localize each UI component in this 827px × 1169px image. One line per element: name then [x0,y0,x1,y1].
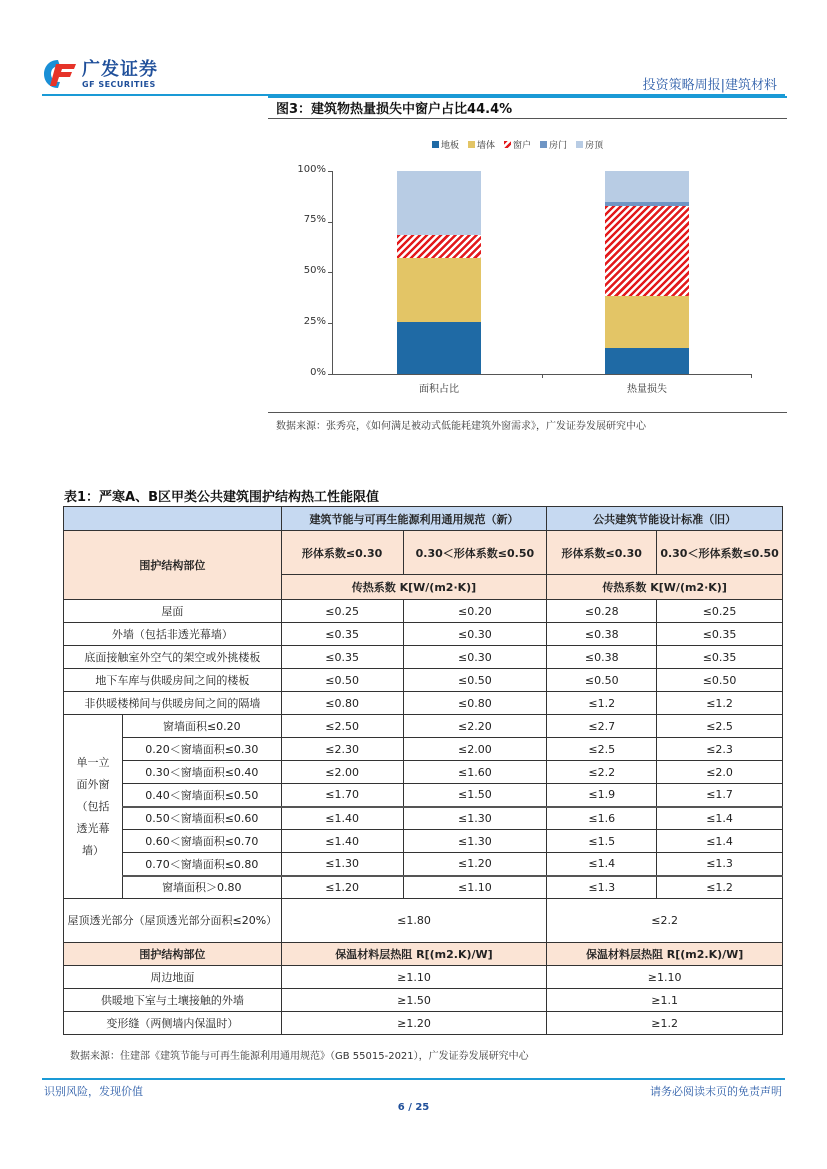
table-row [64,784,783,807]
header-shape-col: 0.30＜形体系数≤0.50 [657,531,783,575]
k-value: ≤2.00 [403,738,547,761]
legend-item-roof: 房顶 [576,138,603,151]
k-value: ≤1.2 [657,876,783,899]
y-tick-mark [328,171,332,172]
r-header-new: 保温材料层热阻 R[(m2.K)/W] [281,943,547,966]
header-shape-col: 形体系数≤0.30 [547,531,657,575]
header-blank-cell [64,507,282,531]
k-value: ≤1.4 [657,830,783,853]
k-value: ≤1.40 [281,807,403,830]
k-value: ≤2.00 [281,761,403,784]
row-label: 0.40＜窗墙面积≤0.50 [122,784,281,807]
k-value: ≤1.20 [281,876,403,899]
k-value: ≤1.60 [403,761,547,784]
bar-segment [397,235,481,258]
logo-en-text: GF SECURITIES [82,79,156,89]
table-row [64,669,783,692]
skylight-label: 屋顶透光部分（屋顶透光部分面积≤20%） [64,899,282,943]
row-label: 变形缝（两侧墙内保温时） [64,1012,282,1035]
r-header-old: 保温材料层热阻 R[(m2.K)/W] [547,943,783,966]
k-value: ≤1.4 [547,853,657,876]
row-label: 窗墙面积＞0.80 [122,876,281,899]
skylight-old: ≤2.2 [547,899,783,943]
row-label: 供暖地下室与土壤接触的外墙 [64,989,282,1012]
table-row [64,853,783,876]
k-value: ≤2.7 [547,715,657,738]
bar-segment [605,206,689,297]
table-row [64,646,783,669]
x-tick-mark [542,374,543,378]
table-row [64,761,783,784]
k-value: ≤1.10 [403,876,547,899]
k-value: ≤1.3 [547,876,657,899]
y-tick-label: 25% [303,316,326,327]
y-axis [332,171,333,374]
footer-slogan: 识别风险，发现价值 [44,1085,143,1098]
k-value: ≤1.5 [547,830,657,853]
row-label: 0.20＜窗墙面积≤0.30 [122,738,281,761]
table-row [64,830,783,853]
k-value: ≤0.50 [403,669,547,692]
k-value: ≤2.5 [547,738,657,761]
y-tick-mark [328,374,332,375]
r-value: ≥1.10 [281,966,547,989]
k-value: ≤0.80 [403,692,547,715]
k-value: ≤0.80 [281,692,403,715]
row-label: 0.30＜窗墙面积≤0.40 [122,761,281,784]
legend-item-floor: 地板 [432,138,459,151]
x-category-label: 面积占比 [419,384,459,395]
k-value: ≤1.20 [403,853,547,876]
k-value: ≤0.38 [547,646,657,669]
table-row [64,692,783,715]
r-value: ≥1.50 [281,989,547,1012]
header-k-label: 传热系数 K[W/(m2·K)] [281,575,547,600]
page-header [42,58,785,96]
k-value: ≤0.35 [281,646,403,669]
table-row [64,876,783,899]
x-tick-mark [751,374,752,378]
row-label: 外墙（包括非透光幕墙） [64,623,282,646]
k-value: ≤0.30 [403,646,547,669]
legend-item-door: 房门 [540,138,567,151]
row-label: 窗墙面积≤0.20 [122,715,281,738]
footer-disclaimer: 请务必阅读末页的免责声明 [650,1085,782,1098]
k-value: ≤0.25 [281,600,403,623]
k-value: ≤1.30 [403,830,547,853]
figure-title: 图3：建筑物热量损失中窗户占比44.4% [276,102,513,117]
figure-title-rule [268,118,787,119]
x-category-label: 热量损失 [627,384,667,395]
bar-segment [397,322,481,374]
k-value: ≤2.30 [281,738,403,761]
r-header-part-label: 围护结构部位 [64,943,282,966]
header-shape-col: 0.30＜形体系数≤0.50 [403,531,547,575]
row-label: 屋面 [64,600,282,623]
legend-item-wall: 墙体 [468,138,495,151]
gf-logo-icon [42,58,78,90]
table-row [64,1012,783,1035]
k-value: ≤2.0 [657,761,783,784]
k-value: ≤1.30 [403,807,547,830]
y-tick-mark [328,323,332,324]
report-category: 投资策略周报|建筑材料 [642,78,777,93]
k-value: ≤0.35 [657,646,783,669]
row-label: 0.60＜窗墙面积≤0.70 [122,830,281,853]
legend-item-window: 窗户 [504,138,531,151]
bar-segment [605,296,689,348]
k-value: ≤2.20 [403,715,547,738]
bar-segment [397,258,481,322]
k-value: ≤0.50 [281,669,403,692]
table-row [64,989,783,1012]
thermal-performance-table [63,506,783,1035]
y-tick-label: 0% [310,367,326,378]
row-label: 非供暖楼梯间与供暖房间之间的隔墙 [64,692,282,715]
k-value: ≤1.2 [547,692,657,715]
table-row [64,807,783,830]
k-value: ≤0.35 [657,623,783,646]
table-row [64,966,783,989]
r-value: ≥1.20 [281,1012,547,1035]
y-tick-label: 100% [297,164,326,175]
table-title: 表1：严寒A、B区甲类公共建筑围护结构热工性能限值 [64,490,380,505]
bar-heat-loss [605,171,689,374]
y-tick-label: 75% [303,214,326,225]
table-row [64,715,783,738]
k-value: ≤1.50 [403,784,547,807]
k-value: ≤1.70 [281,784,403,807]
k-value: ≤2.5 [657,715,783,738]
table-row [64,623,783,646]
table-row [64,738,783,761]
header-part-label: 围护结构部位 [64,531,282,600]
row-label: 0.50＜窗墙面积≤0.60 [122,807,281,830]
k-value: ≤1.9 [547,784,657,807]
row-label: 地下车库与供暖房间之间的楼板 [64,669,282,692]
row-label: 0.70＜窗墙面积≤0.80 [122,853,281,876]
k-value: ≤0.35 [281,623,403,646]
k-value: ≤2.3 [657,738,783,761]
k-value: ≤0.50 [547,669,657,692]
k-value: ≤1.4 [657,807,783,830]
skylight-new: ≤1.80 [281,899,547,943]
k-value: ≤0.30 [403,623,547,646]
table-row [64,600,783,623]
figure-source: 数据来源：张秀亮，《如何满足被动式低能耗建筑外窗需求》，广发证券发展研究中心 [276,421,646,432]
k-value: ≤1.6 [547,807,657,830]
chart-legend [432,138,603,151]
k-value: ≤0.20 [403,600,547,623]
row-label: 底面接触室外空气的架空或外挑楼板 [64,646,282,669]
bar-segment [397,171,481,235]
company-logo [42,58,158,90]
logo-cn-text: 广发证券 [82,58,158,80]
k-value: ≤0.38 [547,623,657,646]
k-value: ≤2.50 [281,715,403,738]
k-value: ≤0.28 [547,600,657,623]
table-source: 数据来源：住建部《建筑节能与可再生能源利用通用规范》（GB 55015-2021），广发证券发展研究中心 [70,1051,529,1062]
stacked-bar-chart [280,160,780,400]
k-value: ≤1.2 [657,692,783,715]
k-value: ≤0.50 [657,669,783,692]
header-shape-col: 形体系数≤0.30 [281,531,403,575]
y-tick-label: 50% [303,265,326,276]
legend-swatch-icon [432,141,439,148]
window-group-label: 单一立面外窗（包括透光幕墙） [64,715,123,899]
k-value: ≤1.30 [281,853,403,876]
k-value: ≤1.40 [281,830,403,853]
legend-swatch-icon [468,141,475,148]
bar-segment [605,348,689,374]
bar-segment [605,171,689,201]
k-value: ≤1.3 [657,853,783,876]
header-new-standard: 建筑节能与可再生能源利用通用规范（新） [281,507,547,531]
figure-bottom-rule [268,412,787,413]
row-label: 周边地面 [64,966,282,989]
legend-swatch-icon [540,141,547,148]
page-number: 6 / 25 [397,1102,430,1113]
y-tick-mark [328,222,332,223]
legend-swatch-icon [504,141,511,148]
k-value: ≤1.7 [657,784,783,807]
k-value: ≤2.2 [547,761,657,784]
header-k-label: 传热系数 K[W/(m2·K)] [547,575,783,600]
y-tick-mark [328,272,332,273]
r-value: ≥1.1 [547,989,783,1012]
legend-swatch-icon [576,141,583,148]
r-value: ≥1.2 [547,1012,783,1035]
bar-area-share [397,171,481,374]
r-value: ≥1.10 [547,966,783,989]
header-old-standard: 公共建筑节能设计标准（旧） [547,507,783,531]
k-value: ≤0.25 [657,600,783,623]
footer-divider [42,1078,785,1080]
